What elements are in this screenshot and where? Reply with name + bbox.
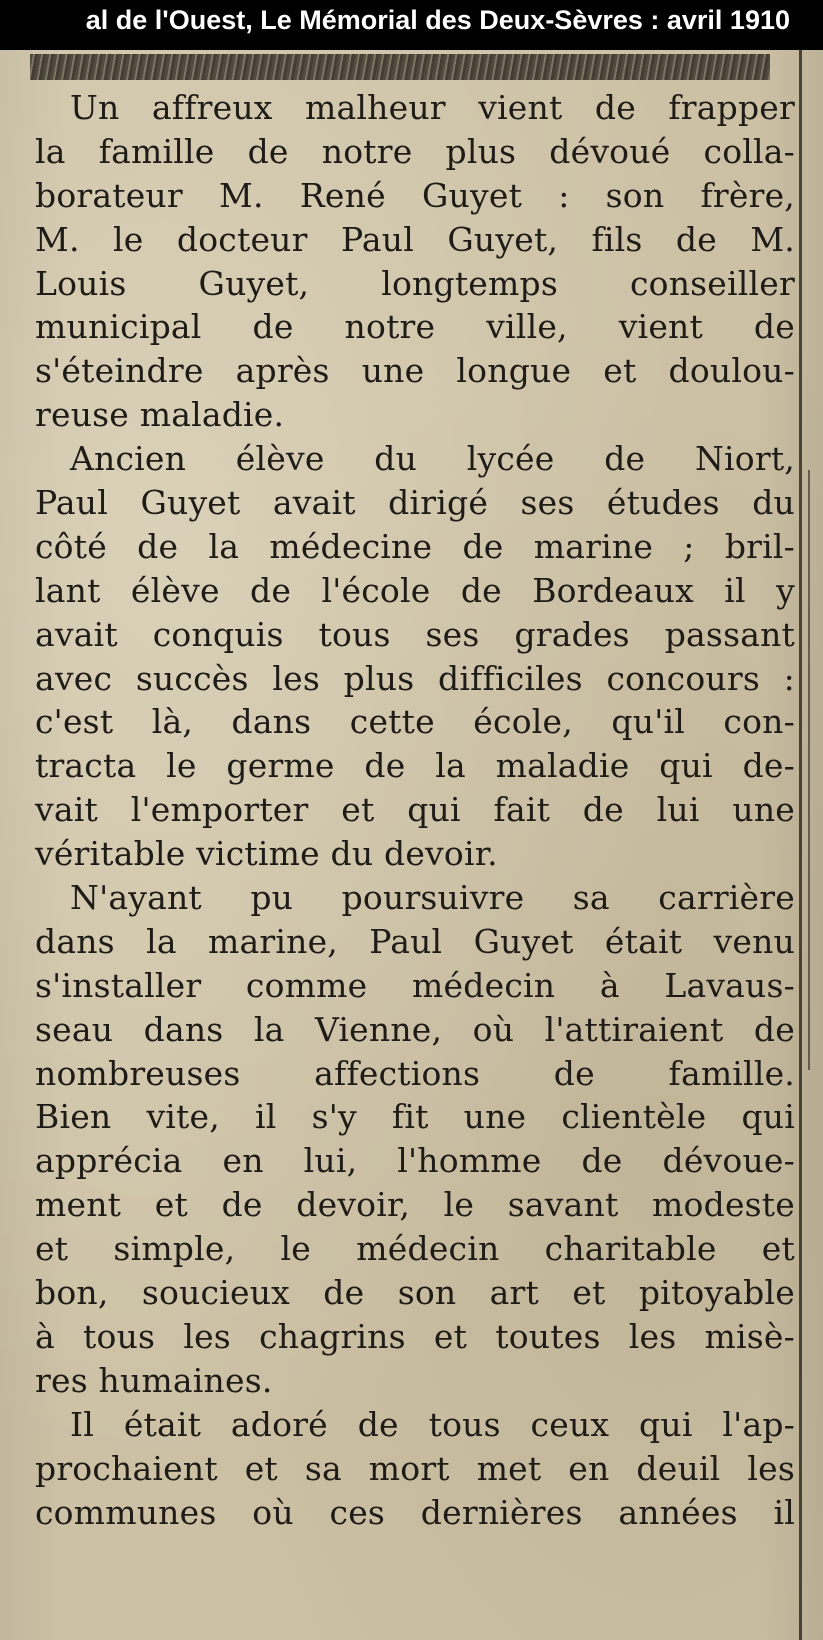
- text-line: à tous les chagrins et toutes les misè-: [35, 1316, 795, 1356]
- text-line: N'ayant pu poursuivre sa carrière: [70, 878, 795, 918]
- text-line: vait l'emporter et qui fait de lui une: [35, 790, 795, 830]
- text-line: apprécia en lui, l'homme de dévoue-: [35, 1141, 795, 1181]
- text-line: Ancien élève du lycée de Niort,: [70, 439, 795, 479]
- text-line: tracta le germe de la maladie qui de-: [35, 746, 795, 786]
- text-line: avec succès les plus difficiles concours :: [35, 658, 795, 698]
- document-title: al de l'Ouest, Le Mémorial des Deux-Sèvres : avril 1910: [85, 5, 790, 35]
- text-line: s'éteindre après une longue et doulou-: [35, 351, 795, 391]
- text-line: Louis Guyet, longtemps conseiller: [35, 263, 795, 303]
- text-line: lant élève de l'école de Bordeaux il y: [35, 570, 795, 610]
- text-line: la famille de notre plus dévoué colla-: [35, 131, 795, 171]
- newspaper-scan: [0, 50, 823, 1640]
- text-line: prochaient et sa mort met en deuil les: [35, 1448, 795, 1488]
- title-bar: [0, 0, 823, 50]
- text-line: c'est là, dans cette école, qu'il con-: [35, 702, 795, 742]
- column-right-rule: [799, 50, 802, 1640]
- text-line: Un affreux malheur vient de frapper: [70, 88, 795, 127]
- article-text: [35, 86, 795, 1534]
- text-line: nombreuses affections de famille.: [35, 1053, 795, 1093]
- text-line: reuse maladie.: [35, 395, 285, 435]
- text-line: M. le docteur Paul Guyet, fils de M.: [35, 219, 795, 259]
- text-line: Il était adoré de tous ceux qui l'ap-: [70, 1404, 795, 1444]
- text-line: s'installer comme médecin à Lavaus-: [35, 965, 795, 1005]
- text-line: ment et de devoir, le savant modeste: [35, 1185, 795, 1225]
- text-line: véritable victime du devoir.: [35, 834, 498, 874]
- text-line: dans la marine, Paul Guyet était venu: [35, 921, 795, 961]
- column-top-rule: [30, 54, 770, 80]
- text-line: côté de la médecine de marine ; bril-: [35, 526, 795, 566]
- column-right-rule-secondary: [808, 470, 810, 1070]
- text-line: et simple, le médecin charitable et: [35, 1229, 795, 1269]
- text-line: municipal de notre ville, vient de: [35, 307, 795, 347]
- text-line: seau dans la Vienne, où l'attiraient de: [35, 1009, 795, 1049]
- text-line: avait conquis tous ses grades passant: [35, 614, 795, 654]
- text-line: borateur M. René Guyet : son frère,: [35, 175, 795, 215]
- text-line: Paul Guyet avait dirigé ses études du: [35, 483, 795, 523]
- text-line: communes où ces dernières années il: [35, 1492, 795, 1532]
- text-line: res humaines.: [35, 1360, 273, 1400]
- text-line: Bien vite, il s'y fit une clientèle qui: [35, 1097, 795, 1137]
- text-line: bon, soucieux de son art et pitoyable: [35, 1273, 795, 1313]
